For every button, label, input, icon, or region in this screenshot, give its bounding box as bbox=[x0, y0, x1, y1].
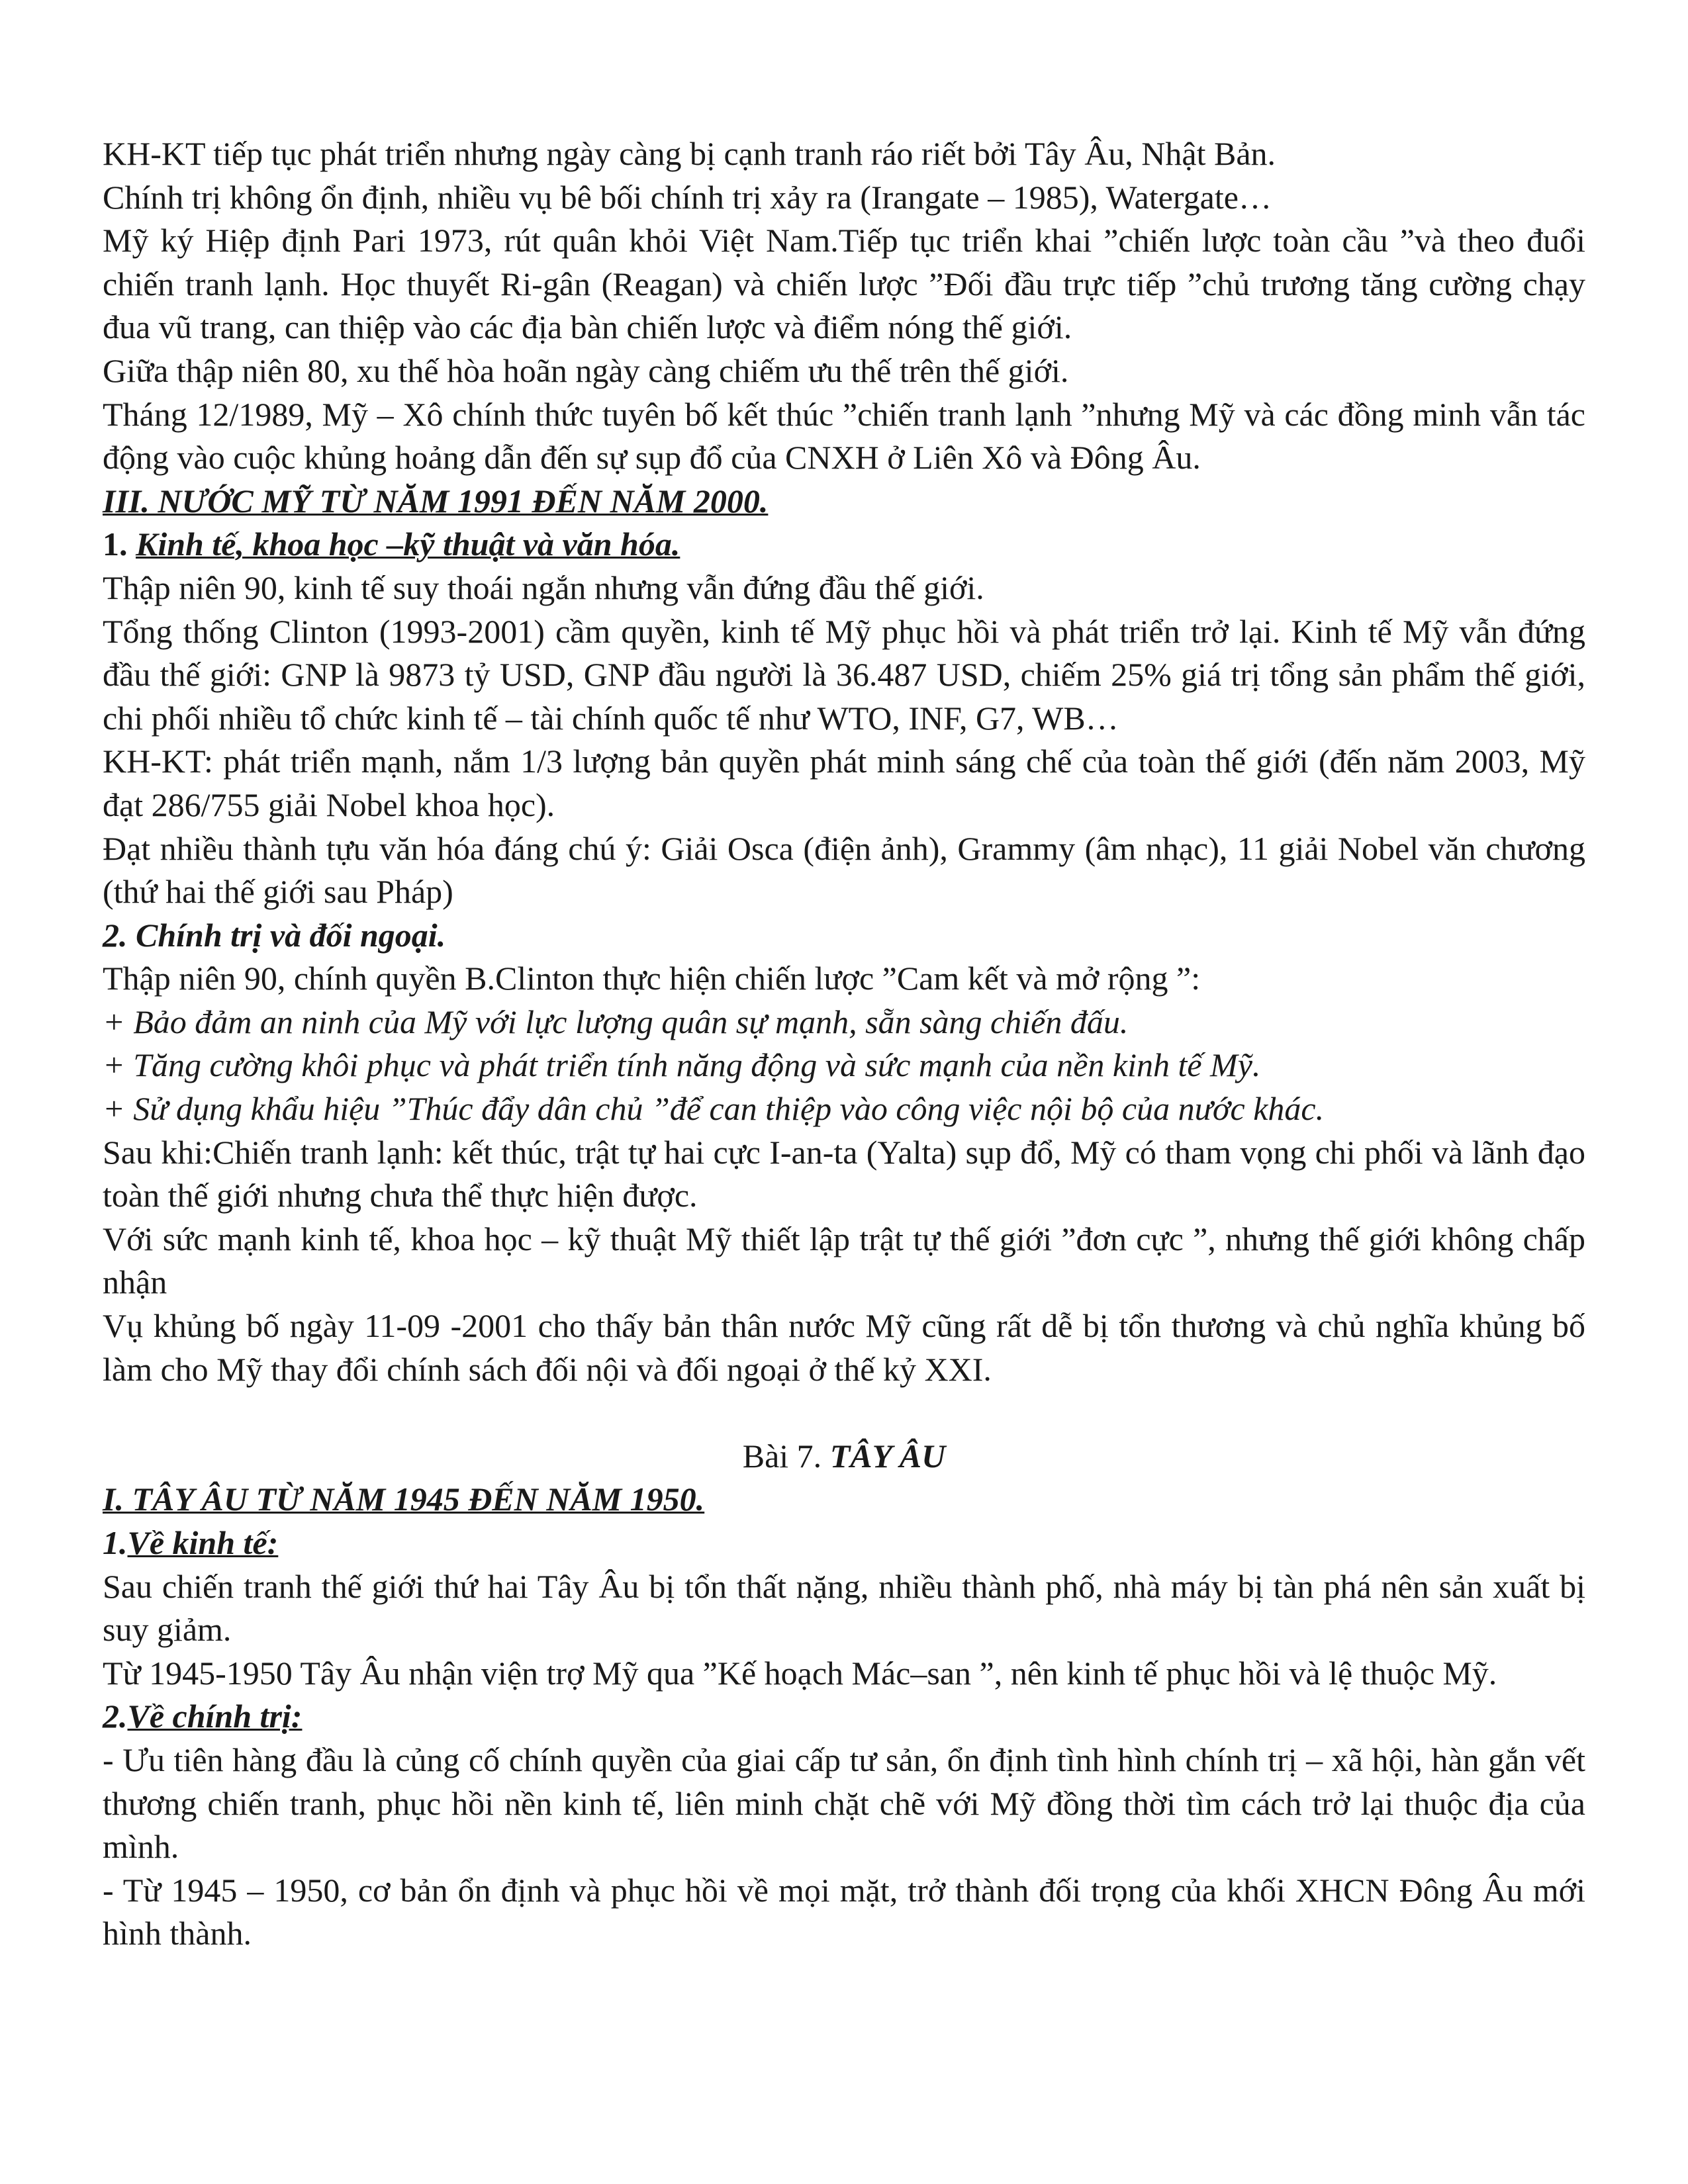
subsection-number: 1. bbox=[103, 525, 128, 563]
paragraph: Với sức mạnh kinh tế, khoa học – kỹ thuật Mỹ thiết lập trật tự thế giới ”đơn cực ”, nhưng thế giới không chấp nhận bbox=[103, 1220, 1585, 1301]
paragraph: - Từ 1945 – 1950, cơ bản ổn định và phục hồi về mọi mặt, trở thành đối trọng của khối XHCN Đông Âu mới hình thành. bbox=[103, 1871, 1585, 1952]
lesson-prefix: Bài 7. bbox=[742, 1437, 822, 1475]
paragraph: Tháng 12/1989, Mỹ – Xô chính thức tuyên bố kết thúc ”chiến tranh lạnh ”nhưng Mỹ và các đồng minh vẫn tác động vào cuộc khủng hoảng dẫn đến sự sụp đổ của CNXH ở Liên Xô và Đông Âu. bbox=[103, 395, 1585, 477]
subsection-heading bbox=[103, 1695, 1585, 1739]
bullet-item: + Sử dụng khẩu hiệu ”Thúc đẩy dân chủ ”để can thiệp vào công việc nội bộ của nước khác. bbox=[103, 1090, 1325, 1128]
paragraph: Chính trị không ổn định, nhiều vụ bê bối chính trị xảy ra (Irangate – 1985), Watergate… bbox=[103, 178, 1272, 216]
subsection-title: 2. Chính trị và đối ngoại. bbox=[103, 916, 446, 954]
paragraph: Thập niên 90, kinh tế suy thoái ngắn nhưng vẫn đứng đầu thế giới. bbox=[103, 569, 984, 606]
subsection-title: Về kinh tế: bbox=[127, 1524, 279, 1561]
paragraph: Đạt nhiều thành tựu văn hóa đáng chú ý: Giải Osca (điện ảnh), Grammy (âm nhạc), 11 giải Nobel văn chương (thứ hai thế giới sau Pháp) bbox=[103, 829, 1585, 911]
paragraph: Mỹ ký Hiệp định Pari 1973, rút quân khỏi Việt Nam.Tiếp tục triển khai ”chiến lược toàn cầu ”và theo đuổi chiến tranh lạnh. Học thuyết Ri-gân (Reagan) và chiến lược ”Đối đầu trực tiếp ”chủ trương tăng cường chạy đua vũ trang, can thiệp vào các địa bàn chiến lược và điểm nóng thế giới. bbox=[103, 222, 1585, 346]
paragraph: KH-KT tiếp tục phát triển nhưng ngày càng bị cạnh tranh ráo riết bởi Tây Âu, Nhật Bản. bbox=[103, 135, 1276, 172]
lesson-heading bbox=[103, 1435, 1585, 1479]
subsection-number: 2. bbox=[103, 1698, 128, 1735]
subsection-heading bbox=[103, 914, 1585, 958]
subsection-title: Kinh tế, khoa học –kỹ thuật và văn hóa. bbox=[136, 525, 680, 563]
document-page bbox=[103, 132, 1585, 1956]
section-title: III. NƯỚC MỸ TỪ NĂM 1991 ĐẾN NĂM 2000. bbox=[103, 482, 769, 520]
paragraph: Sau khi:Chiến tranh lạnh: kết thúc, trật tự hai cực I-an-ta (Yalta) sụp đổ, Mỹ có tham vọng chi phối và lãnh đạo toàn thế giới nhưng chưa thể thực hiện được. bbox=[103, 1133, 1585, 1214]
paragraph: Tổng thống Clinton (1993-2001) cầm quyền, kinh tế Mỹ phục hồi và phát triển trở lại. Kinh tế Mỹ vẫn đứng đầu thế giới: GNP là 9873 tỷ USD, GNP đầu người là 36.487 USD, chiếm 25% giá trị tổng sản phẩm thế giới, chi phối nhiều tổ chức kinh tế – tài chính quốc tế như WTO, INF, G7, WB… bbox=[103, 612, 1585, 737]
paragraph: - Ưu tiên hàng đầu là củng cố chính quyền của giai cấp tư sản, ổn định tình hình chính trị – xã hội, hàn gắn vết thương chiến tranh, phục hồi nền kinh tế, liên minh chặt chẽ với Mỹ đồng thời tìm cách trở lại thuộc địa của mình. bbox=[103, 1741, 1585, 1866]
paragraph: KH-KT: phát triển mạnh, nắm 1/3 lượng bản quyền phát minh sáng chế của toàn thế giới (đến năm 2003, Mỹ đạt 286/755 giải Nobel khoa học). bbox=[103, 743, 1585, 823]
paragraph: Thập niên 90, chính quyền B.Clinton thực hiện chiến lược ”Cam kết và mở rộng ”: bbox=[103, 960, 1201, 997]
subsection-heading bbox=[103, 523, 1585, 567]
paragraph: Vụ khủng bố ngày 11-09 -2001 cho thấy bản thân nước Mỹ cũng rất dễ bị tổn thương và chủ nghĩa khủng bố làm cho Mỹ thay đổi chính sách đối nội và đối ngoại ở thế kỷ XXI. bbox=[103, 1307, 1585, 1388]
subsection-number: 1. bbox=[103, 1524, 128, 1561]
bullet-item: + Tăng cường khôi phục và phát triển tính năng động và sức mạnh của nền kinh tế Mỹ. bbox=[103, 1046, 1261, 1084]
lesson-title: TÂY ÂU bbox=[829, 1437, 946, 1475]
subsection-heading bbox=[103, 1522, 1585, 1565]
spacer bbox=[103, 1391, 1585, 1435]
paragraph: Từ 1945-1950 Tây Âu nhận viện trợ Mỹ qua ”Kế hoạch Mác–san ”, nên kinh tế phục hồi và lệ thuộc Mỹ. bbox=[103, 1654, 1497, 1692]
paragraph: Giữa thập niên 80, xu thế hòa hoãn ngày càng chiếm ưu thế trên thế giới. bbox=[103, 351, 1069, 389]
paragraph: Sau chiến tranh thế giới thứ hai Tây Âu bị tổn thất nặng, nhiều thành phố, nhà máy bị tàn phá nên sản xuất bị suy giảm. bbox=[103, 1567, 1585, 1649]
section-title: I. TÂY ÂU TỪ NĂM 1945 ĐẾN NĂM 1950. bbox=[103, 1480, 705, 1518]
subsection-title: Về chính trị: bbox=[127, 1698, 303, 1735]
section-heading bbox=[103, 1478, 1585, 1522]
section-heading bbox=[103, 480, 1585, 523]
bullet-item: + Bảo đảm an ninh của Mỹ với lực lượng quân sự mạnh, sẵn sàng chiến đấu. bbox=[103, 1003, 1129, 1040]
